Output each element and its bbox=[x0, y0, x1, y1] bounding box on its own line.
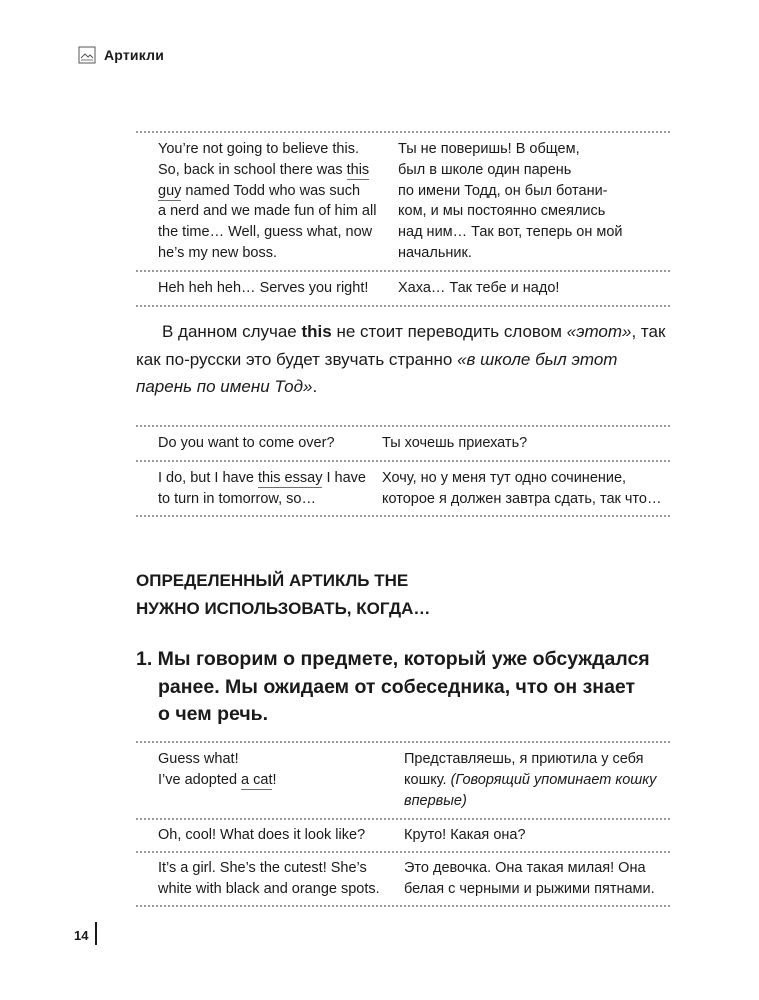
dotted-divider bbox=[136, 515, 670, 517]
section-title: Артикли bbox=[104, 47, 165, 63]
dotted-divider bbox=[136, 818, 670, 820]
page-number: 14 bbox=[74, 928, 89, 943]
dotted-divider bbox=[136, 741, 670, 743]
section-heading: ОПРЕДЕЛЕННЫЙ АРТИКЛЬ THE НУЖНО ИСПОЛЬЗОВАТЬ, КОГДА… bbox=[136, 571, 431, 618]
numbered-rule-heading: 1. Мы говорим о предмете, который уже обсуждался ранее. Мы ожидаем от собеседника, что он знает о чем речь. bbox=[136, 648, 650, 725]
underlined-phrase: this essay bbox=[257, 470, 323, 486]
underlined-phrase: this bbox=[346, 161, 370, 178]
dotted-divider bbox=[136, 460, 670, 462]
russian-translation-line: Это девочка. Она такая милая! Она белая с черными и рыжими пятнами. bbox=[404, 860, 655, 897]
english-dialogue-line: Guess what! I’ve adopted a cat! bbox=[158, 751, 277, 788]
dotted-divider bbox=[136, 131, 670, 133]
page-number-bar bbox=[95, 922, 97, 945]
english-dialogue-line: I do, but I have this essay I have to turn in tomorrow, so… bbox=[158, 470, 366, 507]
dotted-divider bbox=[136, 851, 670, 853]
english-dialogue-line: Do you want to come over? bbox=[158, 435, 335, 451]
dotted-divider bbox=[136, 425, 670, 427]
russian-translation-line: Круто! Какая она? bbox=[404, 827, 526, 843]
russian-translation-line: Хаха… Так тебе и надо! bbox=[398, 280, 560, 296]
english-dialogue-line: Oh, cool! What does it look like? bbox=[158, 827, 366, 843]
dotted-divider bbox=[136, 305, 670, 307]
running-header bbox=[78, 46, 164, 64]
dotted-divider bbox=[136, 270, 670, 272]
english-dialogue-line: Heh heh heh… Serves you right! bbox=[158, 280, 369, 296]
dotted-divider bbox=[136, 905, 670, 907]
english-dialogue-line: It’s a girl. She’s the cutest! She’s white with black and orange spots. bbox=[158, 860, 380, 897]
russian-translation-line: Хочу, но у меня тут одно сочинение, которое я должен завтра сдать, так что… bbox=[382, 470, 662, 507]
russian-translation-line: Ты не поверишь! В общем, был в школе один парень по имени Тодд, он был ботани- ком, и мы постоянно смеялись над ним… Так вот, теперь он мой начальник. bbox=[398, 141, 623, 261]
book-page-icon bbox=[78, 46, 96, 64]
explanation-paragraph: В данном случае this не стоит переводить словом «этот», так как по-русски это будет звучать странно «в школе был этот парень по имени Тод». bbox=[136, 322, 666, 396]
english-dialogue-line: You’re not going to believe this. So, back in school there was this guy named Todd who was such a nerd and we made fun of him all the time… Well, guess what, now he’s my new boss. bbox=[158, 141, 377, 261]
underlined-phrase: guy bbox=[158, 182, 182, 199]
russian-translation-line: Ты хочешь приехать? bbox=[382, 435, 528, 451]
underlined-phrase: a cat bbox=[241, 771, 273, 788]
russian-translation-line: Представляешь, я приютила у себя кошку. (Говорящий упоминает кошку впервые) bbox=[404, 751, 657, 809]
translation-note: (Говорящий упоминает кошку впервые) bbox=[404, 771, 657, 809]
